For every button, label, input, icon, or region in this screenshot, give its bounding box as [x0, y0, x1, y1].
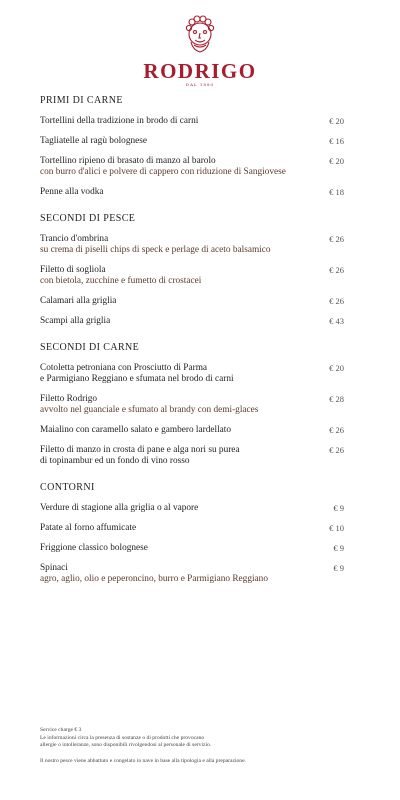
dish-price: € 43 [329, 316, 344, 326]
dish-name: Tortellini della tradizione in brodo di carni [40, 116, 199, 126]
menu-section [40, 342, 344, 467]
dish-name: Penne alla vodka [40, 187, 104, 197]
menu-item [40, 156, 344, 178]
allergens-note-line1: Le informazioni circa la presenza di sostanze o di prodotti che provocano [40, 734, 205, 741]
menu-item [40, 187, 344, 198]
dish-name: Verdure di stagione alla griglia o al vapore [40, 503, 199, 513]
section-title: SECONDI DI CARNE [40, 342, 140, 353]
menu-item [40, 116, 344, 127]
menu-section [40, 482, 344, 585]
dish-price: € 20 [329, 363, 344, 373]
dish-name: Patate al forno affumicate [40, 523, 137, 533]
dish-name: Filetto di sogliola [40, 265, 106, 275]
menu-item [40, 316, 344, 327]
brand-name: RODRIGO [143, 59, 257, 83]
dish-price: € 9 [333, 563, 344, 573]
section-title: CONTORNI [40, 482, 95, 493]
dish-price: € 26 [329, 296, 344, 306]
menu-item [40, 136, 344, 147]
dish-price: € 9 [333, 543, 344, 553]
menu-item [40, 543, 344, 554]
dish-price: € 26 [329, 445, 344, 455]
dish-name: Filetto Rodrigo [40, 394, 98, 404]
dish-name: Friggione classico bolognese [40, 543, 148, 553]
menu-item-text [40, 296, 320, 307]
menu-item-text [40, 234, 320, 256]
dish-name: Calamari alla griglia [40, 296, 117, 306]
menu-item-text [40, 394, 320, 416]
menu-item [40, 363, 344, 385]
brand-since: DAL 1880 [185, 82, 215, 87]
menu-list [40, 95, 344, 600]
menu-item-text [40, 116, 320, 127]
menu-item [40, 445, 344, 467]
menu-section [40, 213, 344, 327]
dish-description: con burro d'alici e polvere di cappero con riduzione di Sangiovese [40, 167, 286, 177]
menu-item [40, 296, 344, 307]
dish-price: € 20 [329, 156, 344, 166]
dish-name: Scampi alla griglia [40, 316, 111, 326]
dish-price: € 18 [329, 187, 344, 197]
menu-item-text [40, 136, 320, 147]
dish-price: € 28 [329, 394, 344, 404]
dish-name: Tortellino ripieno di brasato di manzo al barolo [40, 156, 216, 166]
menu-item-text [40, 425, 320, 436]
menu-item-text [40, 523, 320, 534]
menu-item-text [40, 503, 320, 514]
menu-item-text [40, 265, 320, 287]
dish-price: € 26 [329, 265, 344, 275]
dish-price: € 10 [329, 523, 344, 533]
restaurant-logo [0, 14, 400, 88]
dish-price: € 26 [329, 234, 344, 244]
menu-section [40, 95, 344, 198]
menu-item [40, 503, 344, 514]
dish-name: Cotoletta petroniana con Prosciutto di Parma e Parmigiano Reggiano e sfumata nel brodo di carni [40, 363, 234, 384]
dish-name: Spinaci [40, 563, 68, 573]
menu-item-text [40, 445, 320, 467]
menu-footer [40, 727, 360, 765]
dish-description: con bietola, zucchine e fumetto di crostacei [40, 276, 202, 286]
section-title: PRIMI DI CARNE [40, 95, 123, 106]
allergens-note-line2: allergie o intolleranze, sono disponibili rivolgendosi al personale di servizio. [40, 742, 212, 748]
menu-item-text [40, 187, 320, 198]
menu-item [40, 563, 344, 585]
dish-price: € 16 [329, 136, 344, 146]
dish-name: Filetto di manzo in crosta di pane e alga nori su purea di topinambur ed un fondo di vino rosso [40, 445, 240, 466]
dish-price: € 9 [333, 503, 344, 513]
fish-note: Il nostro pesce viene abbattuto e congelato in nave in base alla tipologia e alla preparazione. [40, 757, 246, 764]
menu-item [40, 425, 344, 436]
menu-item [40, 234, 344, 256]
menu-item [40, 523, 344, 534]
menu-item [40, 265, 344, 287]
section-title: SECONDI DI PESCE [40, 213, 136, 224]
service-charge: Service charge € 3 [40, 727, 82, 733]
menu-item-text [40, 543, 320, 554]
dish-description: su crema di piselli chips di speck e perlage di aceto balsamico [40, 245, 271, 255]
menu-item [40, 394, 344, 416]
dish-price: € 20 [329, 116, 344, 126]
menu-item-text [40, 156, 320, 178]
menu-item-text [40, 563, 320, 585]
dish-description: agro, aglio, olio e peperoncino, burro e Parmigiano Reggiano [40, 574, 268, 584]
bacchus-emblem-icon [181, 14, 219, 56]
menu-item-text [40, 316, 320, 327]
dish-name: Maialino con caramello salato e gambero lardellato [40, 425, 232, 435]
dish-name: Tagliatelle al ragù bolognese [40, 136, 147, 146]
dish-price: € 26 [329, 425, 344, 435]
dish-name: Trancio d'ombrina [40, 234, 109, 244]
menu-item-text [40, 363, 320, 385]
dish-description: avvolto nel guanciale e sfumato al brandy con demi-glaces [40, 405, 259, 415]
